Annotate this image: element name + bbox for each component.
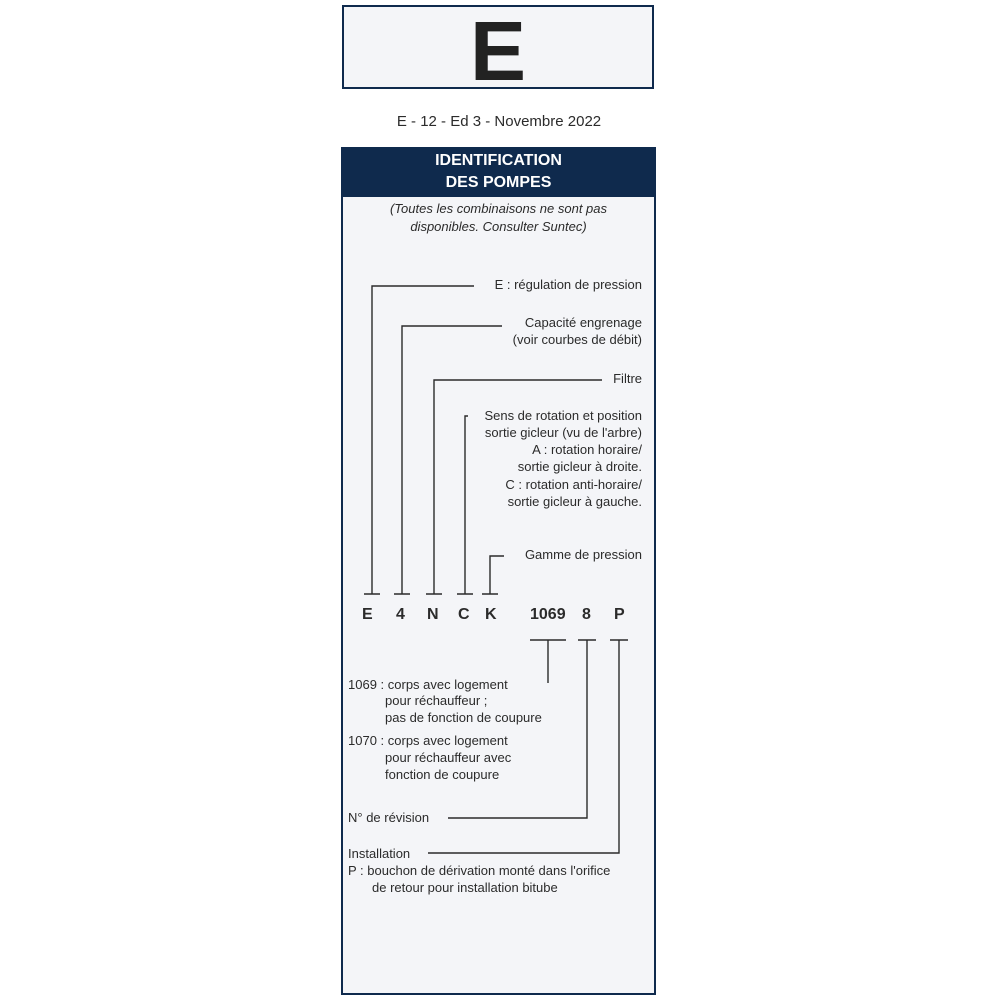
label-sens-5: C : rotation anti-horaire/	[505, 477, 642, 492]
label-1069-2: pour réchauffeur ;	[385, 693, 488, 708]
label-sens-1: Sens de rotation et position	[484, 408, 642, 423]
label-installation: Installation	[348, 846, 411, 861]
label-p-1: P : bouchon de dérivation monté dans l'orifice	[348, 863, 611, 878]
label-filtre: Filtre	[613, 371, 642, 386]
label-1069-3: pas de fonction de coupure	[385, 710, 542, 725]
leader-regulation	[364, 286, 474, 594]
series-letter: E	[469, 4, 527, 98]
leader-sens	[457, 416, 473, 594]
label-1070-2: pour réchauffeur avec	[385, 750, 512, 765]
code-4: 4	[396, 606, 405, 623]
header-line-1: IDENTIFICATION	[435, 152, 562, 169]
label-1070-3: fonction de coupure	[385, 767, 500, 782]
label-gamme: Gamme de pression	[524, 547, 642, 562]
label-p-2: de retour pour installation bitube	[372, 880, 558, 895]
code-n: N	[427, 606, 439, 623]
header-line-2: DES POMPES	[445, 174, 552, 191]
code-c: C	[458, 606, 470, 623]
label-sens-6: sortie gicleur à gauche.	[507, 494, 642, 509]
code-e: E	[362, 606, 373, 623]
note-line-2: disponibles. Consulter Suntec)	[410, 219, 587, 234]
label-revision: N° de révision	[348, 810, 430, 825]
edition-line: E - 12 - Ed 3 - Novembre 2022	[396, 113, 602, 130]
label-capacite-1: Capacité engrenage	[524, 315, 642, 330]
label-sens-3: A : rotation horaire/	[532, 442, 642, 457]
leader-body	[530, 640, 566, 683]
label-sens-4: sortie gicleur à droite.	[517, 459, 642, 474]
label-capacite-2: (voir courbes de débit)	[512, 332, 642, 347]
label-sens-2: sortie gicleur (vu de l'arbre)	[484, 425, 642, 440]
leader-revision	[448, 640, 596, 818]
code-body: 1069	[530, 606, 566, 623]
label-regulation: E : régulation de pression	[494, 277, 642, 292]
label-1069-1: 1069 : corps avec logement	[348, 677, 508, 692]
code-revision: 8	[582, 606, 591, 623]
code-p: P	[614, 606, 625, 623]
leader-capacite	[394, 326, 502, 594]
label-1070-1: 1070 : corps avec logement	[348, 733, 508, 748]
leader-gamme	[482, 556, 504, 594]
code-k: K	[485, 606, 497, 623]
note-line-1: (Toutes les combinaisons ne sont pas	[389, 201, 608, 216]
